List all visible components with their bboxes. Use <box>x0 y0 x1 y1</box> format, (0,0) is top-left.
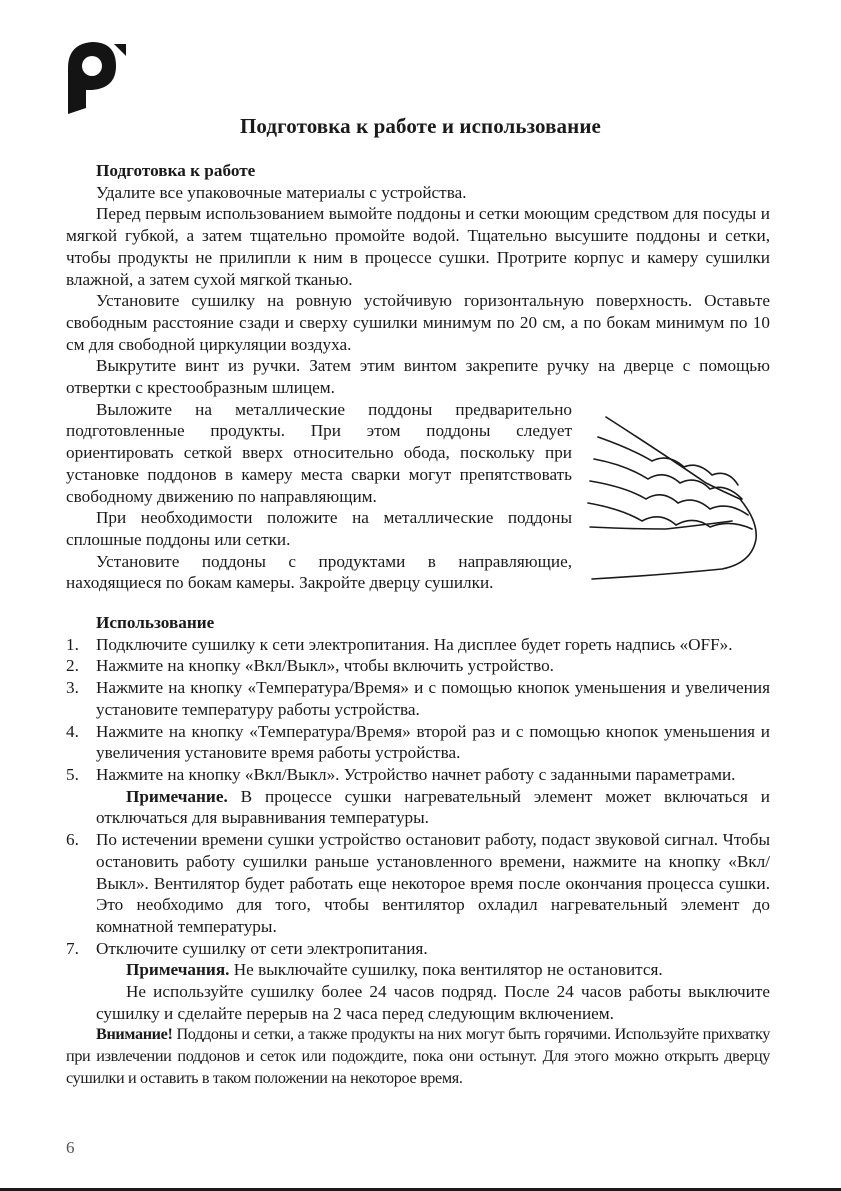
prep-heading: Подготовка к работе <box>96 161 256 180</box>
step-text: Отключите сушилку от сети электропитания. <box>96 938 428 958</box>
content <box>66 160 770 1090</box>
prep-paragraph: Перед первым использованием вымойте поддоны и сетки моющим средством для посуды и мягкой губкой, а затем тщательно промойте водой. Тщательно высушите поддоны и сетки, чтобы продукты не прилипли к ним в процессе сушки. Протрите корпус и камеру сушилки влажной, а затем сухой мягкой тканью. <box>66 204 770 289</box>
note <box>66 959 770 981</box>
step-text: Нажмите на кнопку «Вкл/Выкл», чтобы включить устройство. <box>96 656 554 676</box>
usage-steps-cont <box>66 829 770 959</box>
list-item <box>66 829 770 938</box>
brand-p-logo-icon <box>66 38 128 114</box>
usage-steps <box>66 634 770 786</box>
prep-paragraph: Выкрутите винт из ручки. Затем этим винтом закрепите ручку на дверце с помощью отвертки с крестообразным шлицем. <box>66 356 770 398</box>
note-text: Не выключайте сушилку, пока вентилятор не остановится. <box>229 960 663 980</box>
prep-paragraph: Установите сушилку на ровную устойчивую горизонтальную поверхность. Оставьте свободным расстояние сзади и сверху сушилки минимум по 20 см, а по бокам минимум по 10 см для свободной циркуляции воздуха. <box>66 291 770 354</box>
prep-paragraph: Установите поддоны с продуктами в направляющие, находящиеся по бокам камеры. Закройте дверцу сушилки. <box>66 551 572 593</box>
list-item <box>66 655 770 677</box>
prep-paragraph: Выложите на металлические поддоны предварительно подготовленные продукты. При этом поддоны следует ориентировать сеткой вверх относительно обода, поскольку при установке поддонов в камеру места сварки могут препятствовать свободному движению по направляющим. <box>66 399 572 506</box>
step-text: Нажмите на кнопку «Температура/Время» и с помощью кнопок уменьшения и увеличения установите температуру работы устройства. <box>96 678 770 719</box>
page-title: Подготовка к работе и использование <box>240 114 601 138</box>
warning-label: Внимание! <box>96 1025 173 1044</box>
list-item <box>66 721 770 764</box>
note-label: Примечания. <box>126 960 230 980</box>
warning <box>66 1024 770 1089</box>
step-text: Нажмите на кнопку «Вкл/Выкл». Устройство начнет работу с заданными параметрами. <box>96 764 736 784</box>
step-number: 5. <box>66 764 79 784</box>
step-text: Подключите сушилку к сети электропитания. На дисплее будет гореть надпись «OFF». <box>96 634 733 654</box>
prep-paragraph: Удалите все упаковочные материалы с устройства. <box>96 182 467 202</box>
list-item <box>66 634 770 656</box>
list-item <box>66 938 770 960</box>
step-number: 6. <box>66 830 79 850</box>
list-item <box>66 764 770 786</box>
note-text: В процессе сушки нагревательный элемент может включаться и отключаться для выравнивания температуры. <box>96 786 770 828</box>
step-text: Нажмите на кнопку «Температура/Время» второй раз и с помощью кнопок уменьшения и увеличения установите время работы устройства. <box>96 721 770 763</box>
note-label: Примечание. <box>126 786 228 806</box>
note <box>66 786 770 829</box>
step-number: 3. <box>66 678 79 698</box>
step-number: 2. <box>66 656 79 676</box>
step-number: 4. <box>66 721 79 741</box>
prep-paragraph: При необходимости положите на металлические поддоны сплошные поддоны или сетки. <box>66 508 572 549</box>
note-extra: Не используйте сушилку более 24 часов подряд. После 24 часов работы выключите сушилку и сделайте перерыв на 2 часа перед следующим включением. <box>96 982 770 1023</box>
dryer-trays-icon <box>582 403 770 581</box>
page-number: 6 <box>66 1138 75 1157</box>
step-text: По истечении времени сушки устройство остановит работу, подаст звуковой сигнал. Чтобы остановить работу сушилки раньше установленного времени, нажмите на кнопку «Вкл/Выкл». Вентилятор будет работать еще некоторое время после окончания процесса сушки. Это необходимо для того, чтобы вентилятор охладил нагревательный элемент до комнатной температуры. <box>96 830 770 936</box>
list-item <box>66 677 770 720</box>
step-number: 7. <box>66 938 79 958</box>
warning-text: Поддоны и сетки, а также продукты на них могут быть горячими. Используйте прихватку при извлечении поддонов и сеток или подождите, пока они остынут. Для этого можно открыть дверцу сушилки и оставить в таком положении на некоторое время. <box>66 1025 770 1087</box>
step-number: 1. <box>66 634 79 654</box>
usage-heading: Использование <box>96 613 215 633</box>
